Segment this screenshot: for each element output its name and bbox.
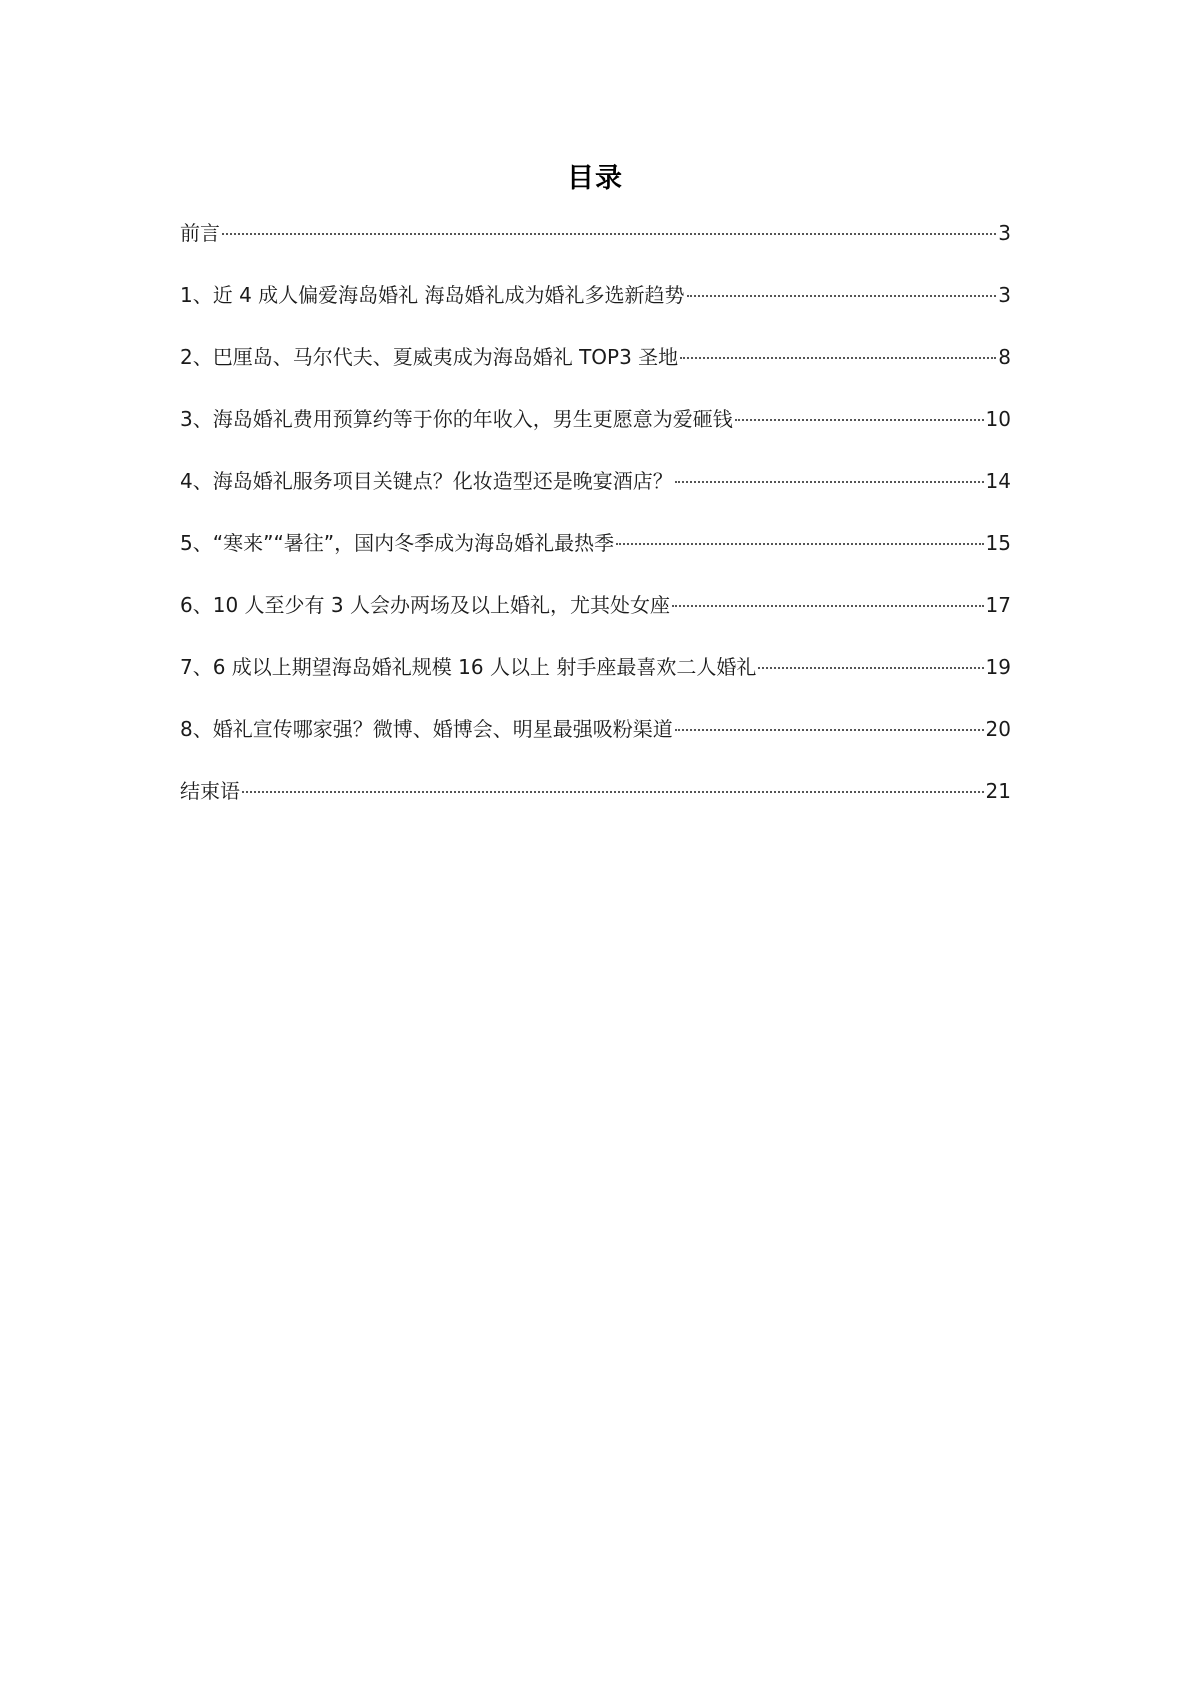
table-of-contents	[180, 220, 1011, 840]
toc-entry-section-7[interactable]	[180, 654, 1011, 716]
toc-entry-page-number: 3	[998, 221, 1011, 245]
toc-entry-label: 2、巴厘岛、马尔代夫、夏威夷成为海岛婚礼 TOP3 圣地	[180, 345, 679, 369]
toc-entry-page-number: 10	[985, 407, 1011, 431]
toc-entry-page-number: 21	[985, 779, 1011, 803]
dot-leader	[675, 729, 984, 731]
toc-entry-section-3[interactable]	[180, 406, 1011, 468]
dot-leader	[616, 543, 983, 545]
toc-entry-label: 结束语	[180, 779, 240, 803]
dot-leader	[242, 791, 984, 793]
toc-entry-label: 6、10 人至少有 3 人会办两场及以上婚礼，尤其处女座	[180, 593, 670, 617]
toc-entry-label: 3、海岛婚礼费用预算约等于你的年收入，男生更愿意为爱砸钱	[180, 407, 733, 431]
dot-leader	[687, 295, 997, 297]
toc-entry-label: 1、近 4 成人偏爱海岛婚礼 海岛婚礼成为婚礼多选新趋势	[180, 283, 685, 307]
toc-entry-page-number: 20	[985, 717, 1011, 741]
dot-leader	[758, 667, 983, 669]
toc-entry-label: 7、6 成以上期望海岛婚礼规模 16 人以上 射手座最喜欢二人婚礼	[180, 655, 757, 679]
toc-entry-section-1[interactable]	[180, 282, 1011, 344]
dot-leader	[222, 233, 996, 235]
toc-entry-page-number: 3	[998, 283, 1011, 307]
toc-entry-section-8[interactable]	[180, 716, 1011, 778]
toc-entry-page-number: 14	[985, 469, 1011, 493]
toc-entry-label: 前言	[180, 221, 220, 245]
toc-entry-conclusion[interactable]	[180, 778, 1011, 840]
toc-entry-label: 4、海岛婚礼服务项目关键点？化妆造型还是晚宴酒店？	[180, 469, 673, 493]
toc-entry-section-6[interactable]	[180, 592, 1011, 654]
dot-leader	[672, 605, 984, 607]
dot-leader	[735, 419, 984, 421]
dot-leader	[680, 357, 996, 359]
toc-entry-page-number: 15	[985, 531, 1011, 555]
toc-entry-label: 8、婚礼宣传哪家强？微博、婚博会、明星最强吸粉渠道	[180, 717, 673, 741]
toc-entry-section-2[interactable]	[180, 344, 1011, 406]
toc-entry-label: 5、“寒来”“暑往”，国内冬季成为海岛婚礼最热季	[180, 531, 615, 555]
toc-entry-page-number: 19	[985, 655, 1011, 679]
toc-entry-section-5[interactable]	[180, 530, 1011, 592]
toc-entry-preface[interactable]	[180, 220, 1011, 282]
toc-entry-section-4[interactable]	[180, 468, 1011, 530]
dot-leader	[675, 481, 984, 483]
page-title: 目录	[567, 163, 623, 194]
toc-entry-page-number: 8	[998, 345, 1011, 369]
toc-entry-page-number: 17	[985, 593, 1011, 617]
